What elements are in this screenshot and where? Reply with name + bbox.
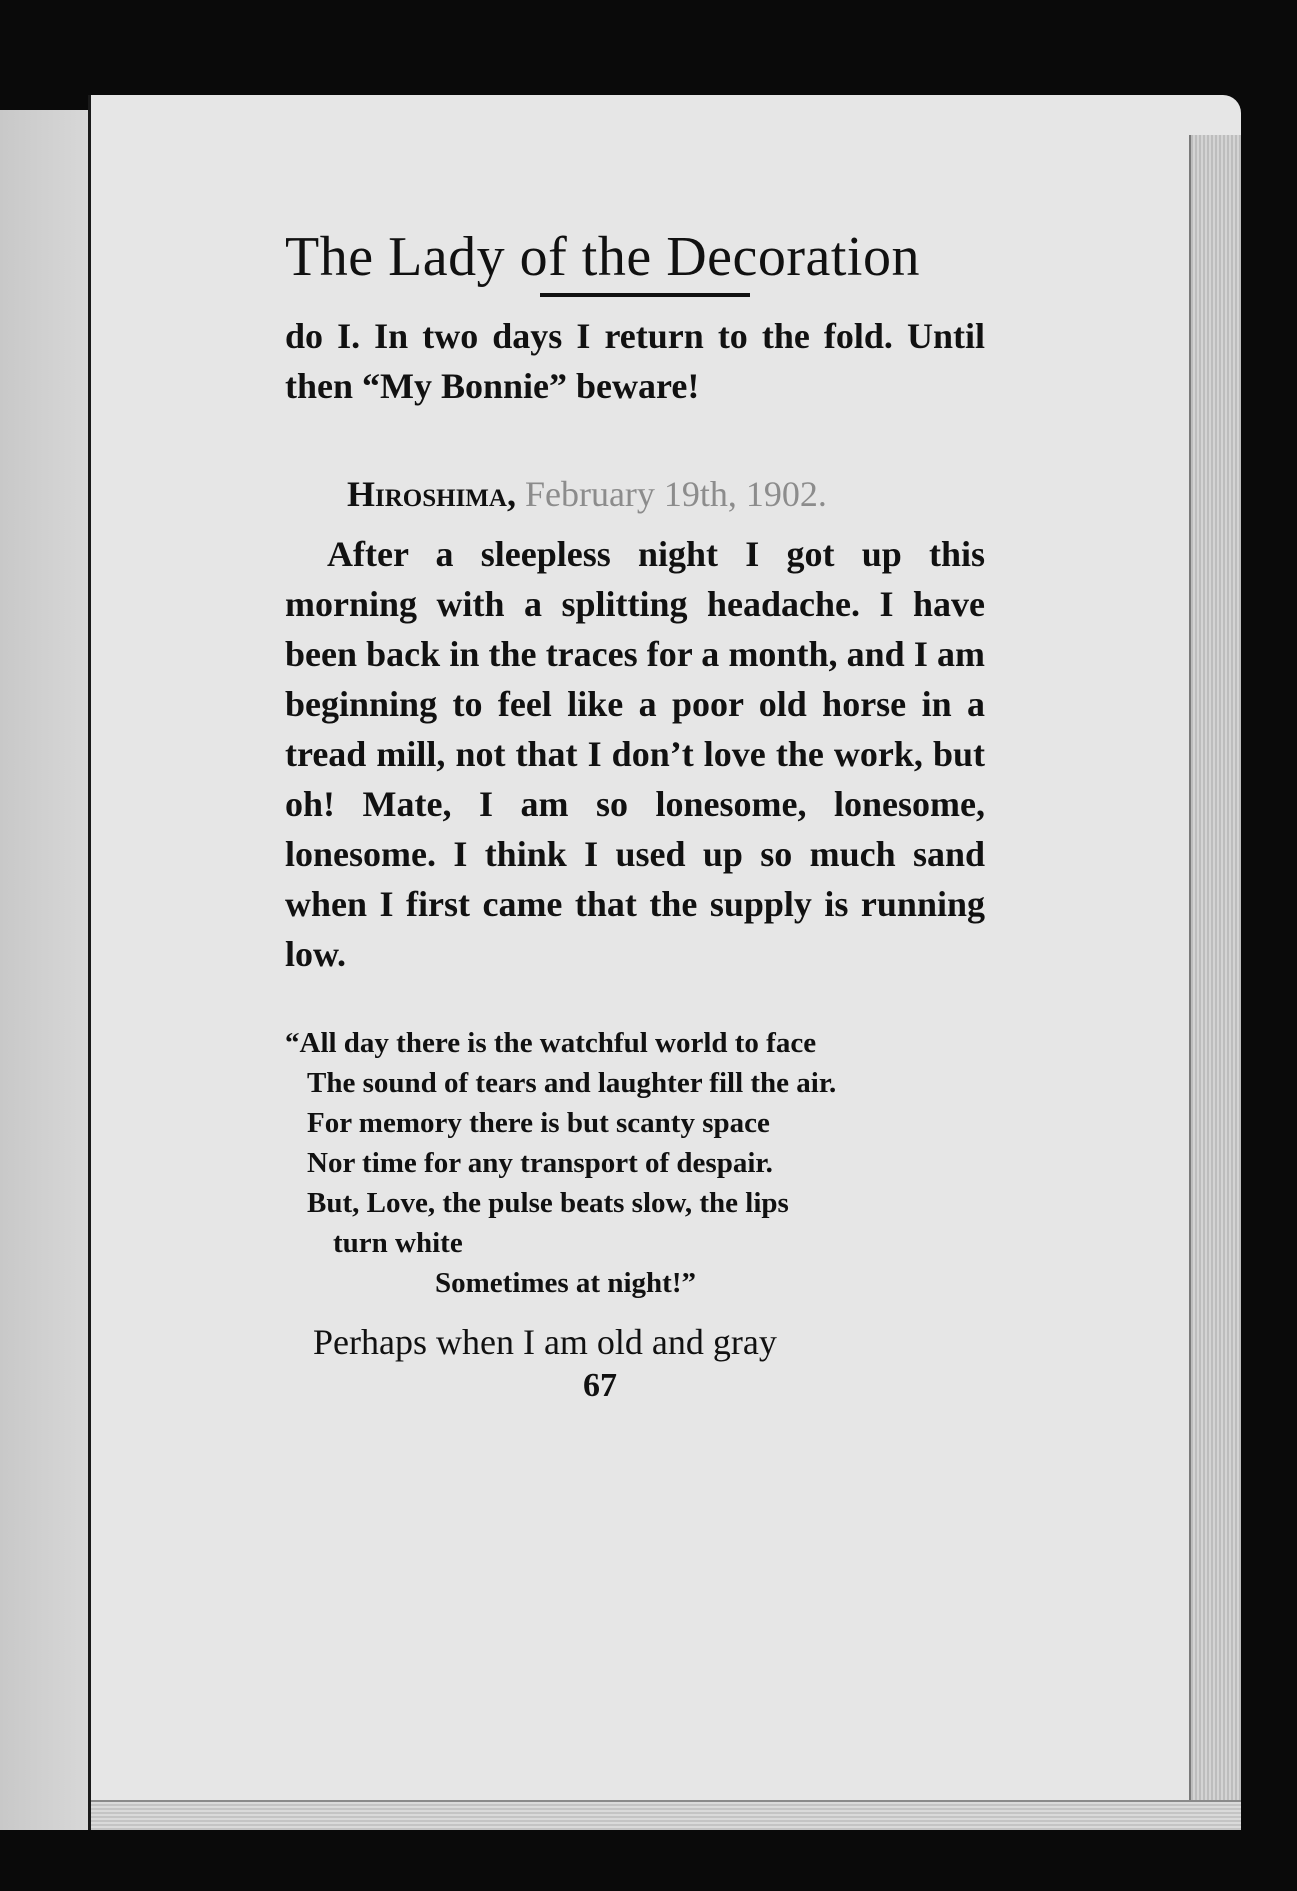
poem-line: Sometimes at night!”	[435, 1267, 696, 1299]
poem-line: The sound of tears and laughter fill the air.	[307, 1067, 837, 1099]
page-number: 67	[583, 1367, 617, 1404]
running-head: The Lady of the Decoration	[285, 226, 920, 288]
page-fore-edge	[1189, 135, 1241, 1815]
running-head-rule	[540, 293, 750, 297]
poem-line: turn white	[333, 1227, 463, 1259]
closing-paragraph: Perhaps when I am old and gray	[313, 1322, 777, 1362]
letter-dateline	[347, 473, 985, 515]
poem-quotation	[285, 1023, 985, 1303]
poem-line: “All day there is the watchful world to face	[285, 1027, 817, 1059]
poem-line: But, Love, the pulse beats slow, the lips	[307, 1187, 789, 1219]
poem-line: For memory there is but scanty space	[307, 1107, 770, 1139]
dateline-date: February 19th, 1902.	[524, 474, 827, 514]
poem-line: Nor time for any transport of despair.	[307, 1147, 773, 1179]
dateline-place: Hiroshima,	[347, 474, 516, 514]
main-paragraph: After a sleepless night I got up this morning with a splitting headache. I have been back in the traces for a month, and I am beginning to feel like a poor old horse in a tread mill, not that I don’t love the work, but oh! Mate, I am so lonesome, lonesome, lonesome. I think I used up so much sand when I first came that the supply is running low.	[285, 534, 985, 974]
page-bottom-edge	[91, 1800, 1241, 1830]
page-text-block	[285, 225, 985, 1405]
continued-paragraph: do I. In two days I return to the fold. Until then “My Bonnie” beware!	[285, 316, 985, 406]
